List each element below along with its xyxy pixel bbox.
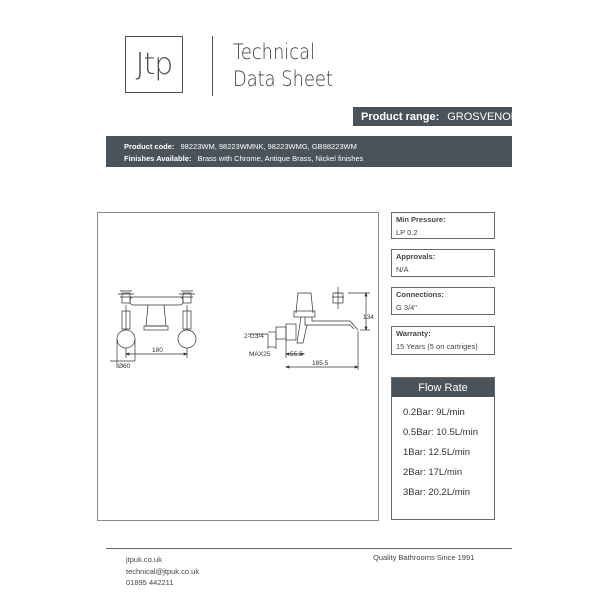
product-range-label: Product range: <box>361 110 440 123</box>
logo-text: Jtp <box>135 47 173 82</box>
finishes-label: Finishes Available: <box>124 154 192 163</box>
spec-value: LP 0.2 <box>396 228 418 237</box>
jtp-logo <box>125 36 183 93</box>
product-code-value: 98223WM, 98223WMNK, 98223WMG, GB98223WM <box>180 142 357 151</box>
footer-phone: 01895 442211 <box>126 578 174 587</box>
spec-min-pressure <box>391 212 495 239</box>
spec-approvals <box>391 249 495 277</box>
footer-tagline: Quality Bathrooms Since 1991 <box>373 553 475 562</box>
flow-rate-item: 3Bar: 20.2L/min <box>403 487 471 498</box>
flow-rate-title: Flow Rate <box>392 378 494 397</box>
finishes-value: Brass with Chrome, Antique Brass, Nickel finishes <box>197 154 364 163</box>
spec-value: 15 Years (5 on cartriges) <box>396 342 478 351</box>
product-code-row <box>124 141 512 153</box>
flow-rate-item: 2Bar: 17L/min <box>403 467 463 478</box>
spec-value: N/A <box>396 265 409 274</box>
flow-rate-item: 1Bar: 12.5L/min <box>403 447 471 458</box>
finishes-row <box>124 153 512 165</box>
title-line-2: Data Sheet <box>233 67 333 91</box>
front-view-drawing <box>110 291 196 368</box>
spec-label: Warranty: <box>396 329 431 338</box>
dim-55-5: 55.5 <box>290 351 303 358</box>
footer-divider <box>106 548 512 549</box>
flow-rate-box <box>391 377 495 520</box>
spec-label: Connections: <box>396 290 444 299</box>
product-info-bar <box>106 136 512 167</box>
flow-rate-item: 0.2Bar: 9L/min <box>403 407 465 418</box>
technical-drawing-frame <box>97 212 379 521</box>
product-range-value: GROSVENOR <box>447 110 519 123</box>
footer-website[interactable]: jtpuk.co.uk <box>126 555 162 564</box>
dim-max25: MAX25 <box>249 351 271 358</box>
footer-contact <box>126 554 199 589</box>
dim-diameter-60: Ø60 <box>118 363 131 370</box>
dim-134: 134 <box>363 314 374 321</box>
spec-label: Min Pressure: <box>396 215 446 224</box>
page-title <box>233 39 333 93</box>
dim-180: 180 <box>152 347 163 354</box>
dim-thread: 2-G3/4 <box>244 333 264 340</box>
product-range-bar <box>353 107 519 126</box>
spec-warranty <box>391 326 495 355</box>
spec-value: G 3/4" <box>396 303 418 312</box>
spec-label: Approvals: <box>396 252 436 261</box>
header-divider <box>212 36 213 96</box>
footer-email[interactable]: technical@jtpuk.co.uk <box>126 566 200 576</box>
product-code-label: Product code: <box>124 142 175 151</box>
technical-drawing <box>98 213 378 520</box>
title-line-1: Technical <box>233 40 315 64</box>
flow-rate-item: 0.5Bar: 10.5L/min <box>403 427 478 438</box>
spec-connections <box>391 287 495 315</box>
dim-185-5: 185.5 <box>312 360 329 367</box>
